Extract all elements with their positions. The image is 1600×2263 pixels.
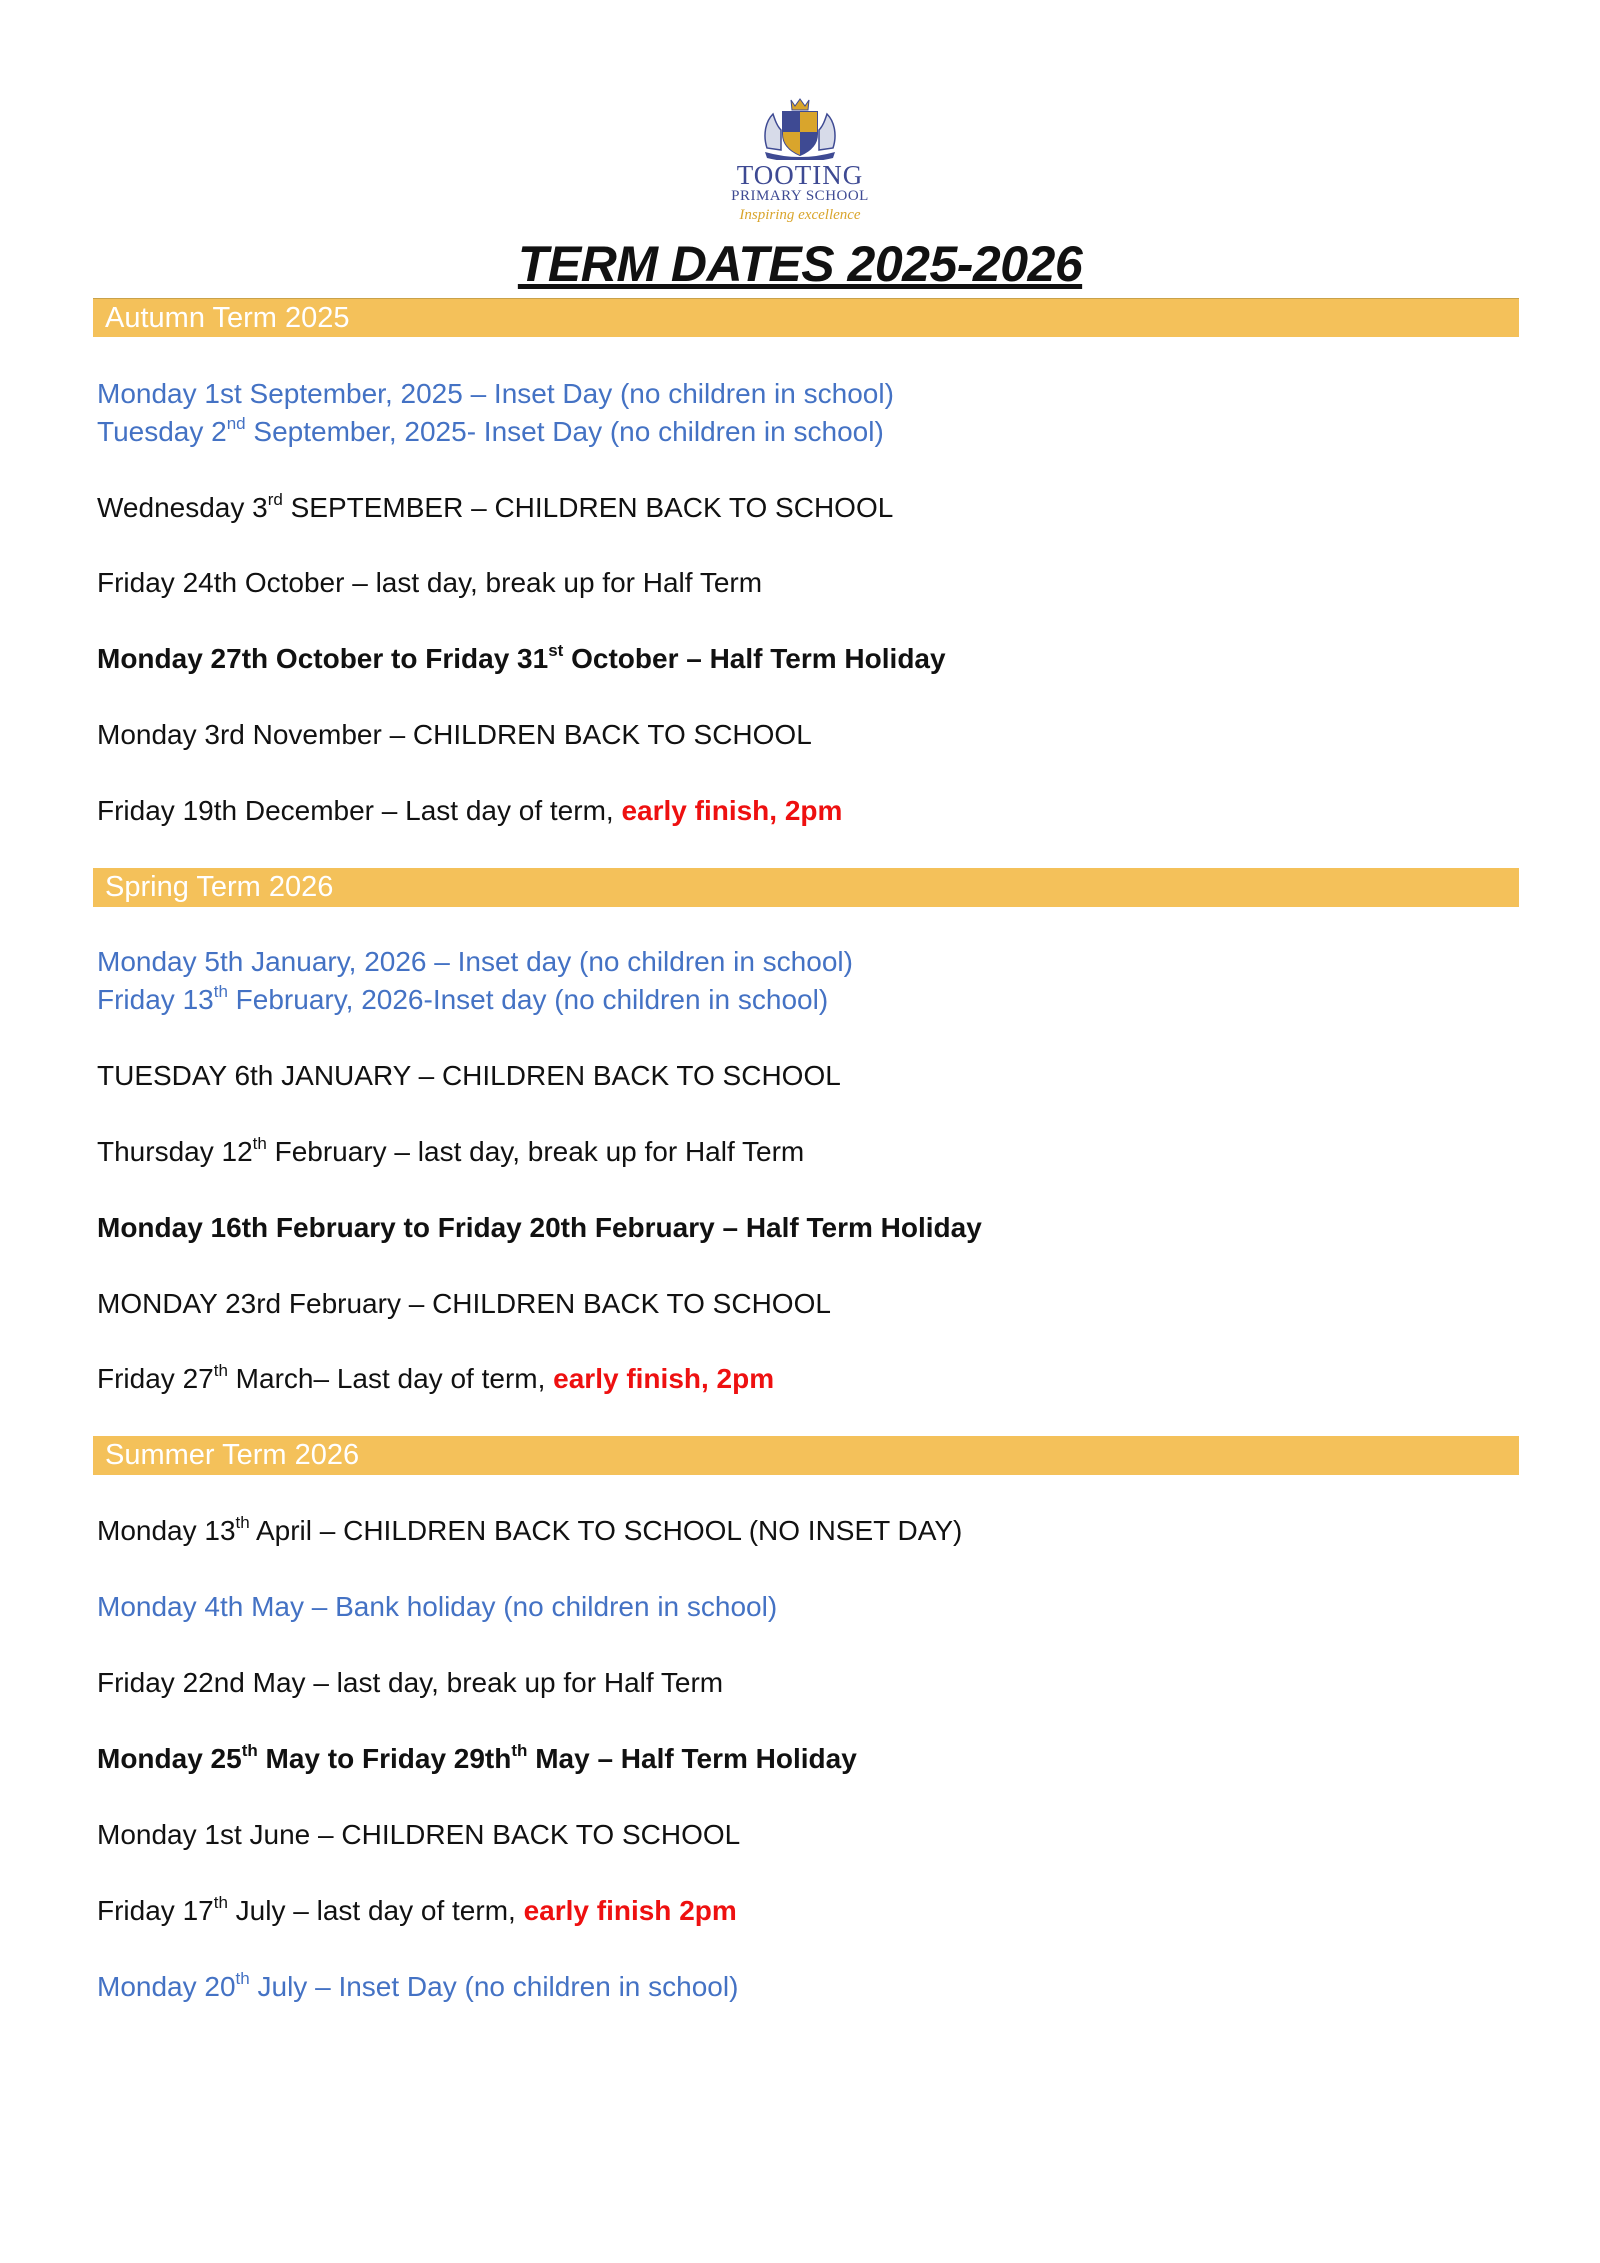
term-line: Monday 5th January, 2026 – Inset day (no children in school) [97, 946, 853, 977]
term-line: Thursday 12th February – last day, break up for Half Term [97, 1134, 805, 1167]
term-heading-summer: Summer Term 2026 [93, 1436, 1519, 1475]
term-line: Monday 4th May – Bank holiday (no children in school) [97, 1591, 778, 1622]
term-line: MONDAY 23rd February – CHILDREN BACK TO SCHOOL [97, 1288, 831, 1319]
term-line: Monday 16th February to Friday 20th February – Half Term Holiday [97, 1212, 982, 1243]
term-line: Wednesday 3rd SEPTEMBER – CHILDREN BACK TO SCHOOL [97, 490, 894, 523]
term-line: Monday 20th July – Inset Day (no children in school) [97, 1969, 739, 2002]
term-line: Monday 3rd November – CHILDREN BACK TO SCHOOL [97, 719, 812, 750]
school-subtitle: PRIMARY SCHOOL [731, 188, 869, 204]
term-line: Monday 27th October to Friday 31st October – Half Term Holiday [97, 641, 946, 674]
term-line: Friday 27th March– Last day of term, early finish, 2pm [97, 1361, 775, 1394]
term-line: Friday 19th December – Last day of term, early finish, 2pm [97, 795, 843, 826]
early-finish-note: early finish, 2pm [621, 795, 843, 826]
term-line: Monday 13th April – CHILDREN BACK TO SCHOOL (NO INSET DAY) [97, 1513, 963, 1546]
term-line: Friday 13th February, 2026-Inset day (no children in school) [97, 982, 829, 1015]
term-line: Tuesday 2nd September, 2025- Inset Day (no children in school) [97, 414, 884, 447]
term-line: Friday 24th October – last day, break up for Half Term [97, 567, 763, 598]
school-tagline: Inspiring excellence [739, 207, 861, 223]
page-title: TERM DATES 2025-2026 [517, 236, 1083, 292]
term-line: Monday 1st June – CHILDREN BACK TO SCHOOL [97, 1819, 741, 1850]
early-finish-note: early finish 2pm [523, 1895, 737, 1926]
term-heading-spring: Spring Term 2026 [93, 868, 1519, 907]
term-line: TUESDAY 6th JANUARY – CHILDREN BACK TO SCHOOL [97, 1060, 841, 1091]
school-crest-icon [761, 96, 839, 160]
term-line: Monday 25th May to Friday $29th^{th}$ May – Half Term Holiday [97, 1741, 857, 1774]
term-line: Friday 22nd May – last day, break up for Half Term [97, 1667, 724, 1698]
school-logo [700, 96, 900, 236]
early-finish-note: early finish, 2pm [553, 1363, 775, 1394]
term-line: Monday 1st September, 2025 – Inset Day (no children in school) [97, 378, 894, 409]
term-line: Friday 17th July – last day of term, early finish 2pm [97, 1893, 737, 1926]
term-heading-autumn: Autumn Term 2025 [93, 298, 1519, 337]
school-name: TOOTING [736, 160, 864, 190]
